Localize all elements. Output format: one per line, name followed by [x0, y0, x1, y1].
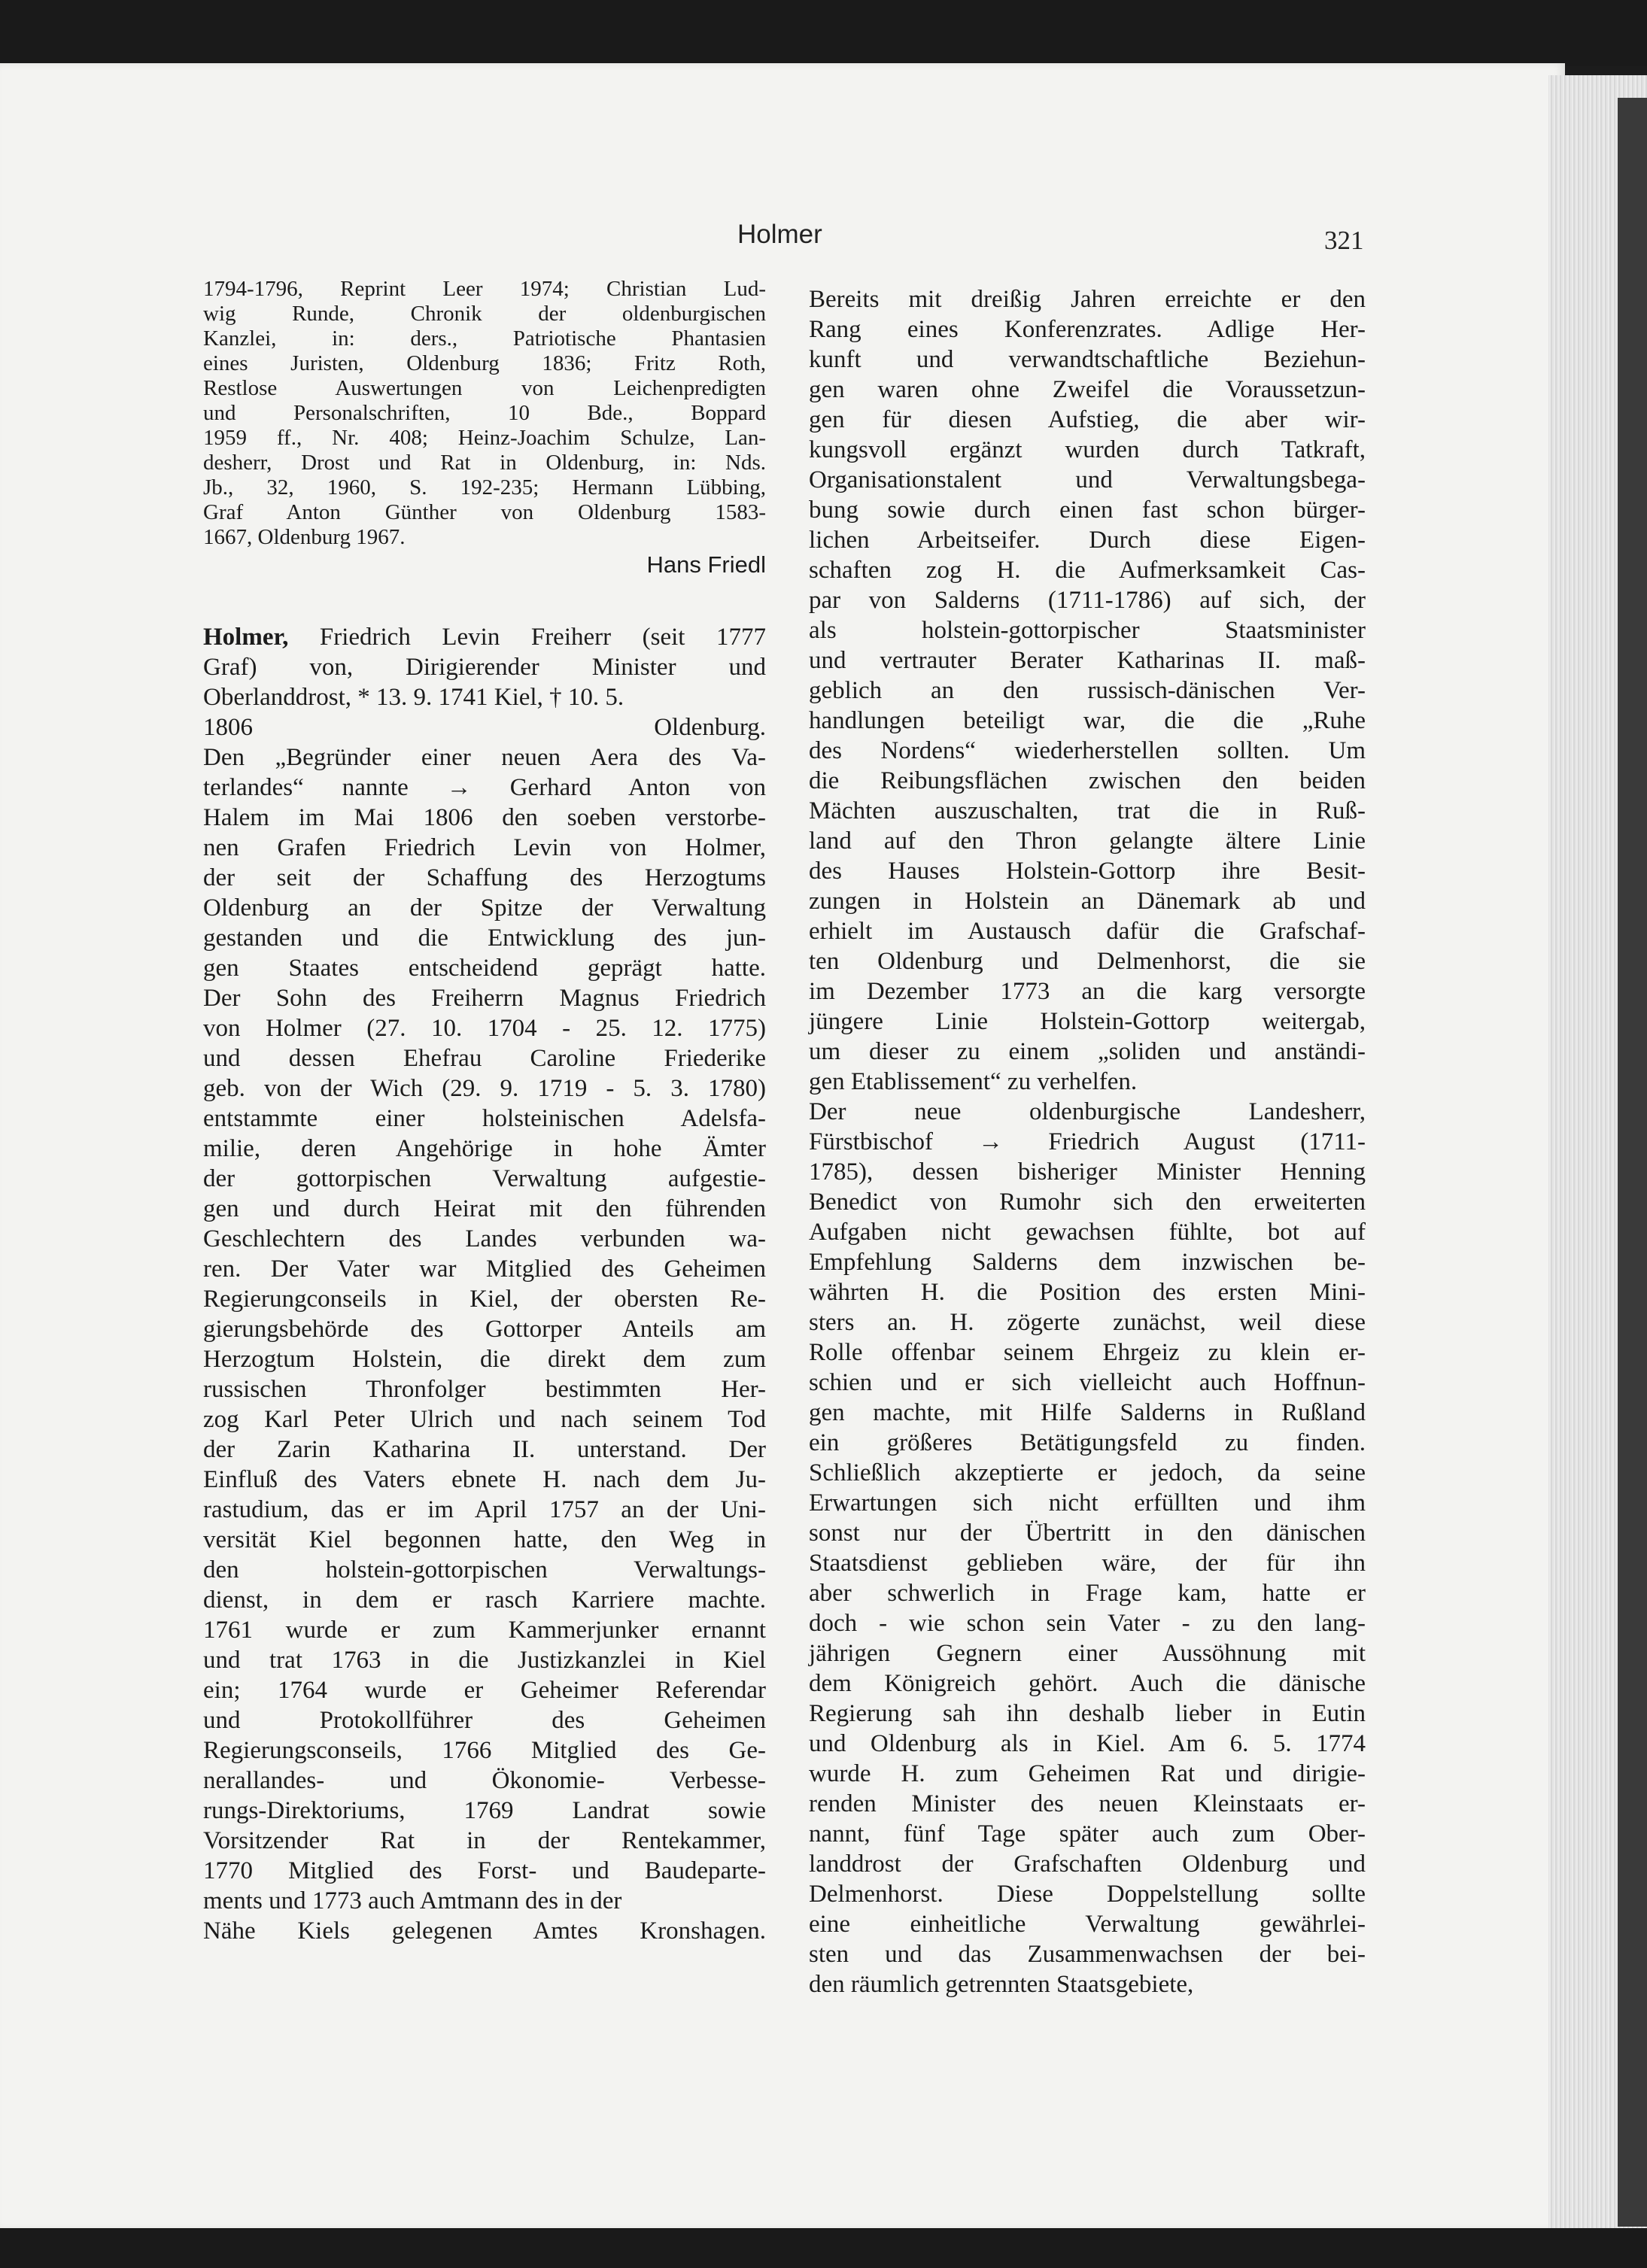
text-line: Regierungconseils in Kiel, der obersten Re-	[203, 1286, 766, 1313]
text-line: Oldenburg an der Spitze der Verwaltung	[203, 894, 766, 921]
text-line: Schließlich akzeptierte er jedoch, da seine	[809, 1459, 1366, 1486]
text-line: entstammte einer holsteinischen Adelsfa-	[203, 1105, 766, 1132]
text-line: nen Grafen Friedrich Levin von Holmer,	[203, 834, 766, 861]
text-line: Geschlechtern des Landes verbunden wa-	[203, 1225, 766, 1252]
text-line: und Protokollführer des Geheimen	[203, 1707, 766, 1734]
text-line: des Hauses Holstein-Gottorp ihre Besit-	[809, 858, 1366, 885]
text-line: wig Runde, Chronik der oldenburgischen	[203, 302, 766, 326]
text-line: eines Juristen, Oldenburg 1836; Fritz Roth,	[203, 351, 766, 375]
text-line: Empfehlung Salderns dem inzwischen be-	[809, 1249, 1366, 1276]
text-line: 1770 Mitglied des Forst- und Baudeparte-	[203, 1857, 766, 1884]
text-line: nerallandes- und Ökonomie- Verbesse-	[203, 1767, 766, 1794]
text-line: gen für diesen Aufstieg, die aber wir-	[809, 406, 1366, 433]
text-line: kungsvoll ergänzt wurden durch Tatkraft,	[809, 436, 1366, 463]
text-line: Herzogtum Holstein, die direkt dem zum	[203, 1346, 766, 1373]
text-line: und Personalschriften, 10 Bde., Boppard	[203, 401, 766, 425]
text-line: und Oldenburg als in Kiel. Am 6. 5. 1774	[809, 1730, 1366, 1757]
entry-spacer	[203, 580, 766, 622]
text-line: 1806 Oldenburg.	[203, 714, 766, 741]
text-line: Rolle offenbar seinem Ehrgeiz zu klein er-	[809, 1339, 1366, 1366]
text-line: Der neue oldenburgische Landesherr,	[809, 1098, 1366, 1125]
text-line: geblich an den russisch-dänischen Ver-	[809, 677, 1366, 704]
text-line: rastudium, das er im April 1757 an der Uni-	[203, 1496, 766, 1523]
text-line: 1761 wurde er zum Kammerjunker ernannt	[203, 1617, 766, 1644]
text-line: des Nordens“ wiederherstellen sollten. Um	[809, 737, 1366, 764]
text-line: versität Kiel begonnen hatte, den Weg in	[203, 1526, 766, 1553]
text-line: der Zarin Katharina II. unterstand. Der	[203, 1436, 766, 1463]
text-line: sters an. H. zögerte zunächst, weil diese	[809, 1309, 1366, 1336]
text-line: Vorsitzender Rat in der Rentekammer,	[203, 1827, 766, 1854]
text-line: terlandes“ nannte → Gerhard Anton von	[203, 774, 766, 801]
text-line: Mächten auszuschalten, trat die in Ruß-	[809, 797, 1366, 824]
text-line: landdrost der Grafschaften Oldenburg und	[809, 1851, 1366, 1878]
text-line: und vertrauter Berater Katharinas II. maß-	[809, 647, 1366, 674]
text-line: Restlose Auswertungen von Leichenpredigten	[203, 376, 766, 400]
text-line: im Dezember 1773 an die karg versorgte	[809, 978, 1366, 1005]
right-body	[809, 284, 1366, 1999]
text-line: aber schwerlich in Frage kam, hatte er	[809, 1580, 1366, 1607]
text-line: Graf) von, Dirigierender Minister und	[203, 654, 766, 681]
text-line: land auf den Thron gelangte ältere Linie	[809, 827, 1366, 855]
text-line: Oberlanddrost, * 13. 9. 1741 Kiel, † 10. 5.	[203, 684, 624, 711]
text-line: ten Oldenburg und Delmenhorst, die sie	[809, 948, 1366, 975]
text-line: der seit der Schaffung des Herzogtums	[203, 864, 766, 891]
text-line: 1785), dessen bisheriger Minister Henning	[809, 1158, 1366, 1186]
text-line: lichen Arbeitseifer. Durch diese Eigen-	[809, 527, 1366, 554]
text-line: desherr, Drost und Rat in Oldenburg, in: Nds.	[203, 451, 766, 475]
text-line: ments und 1773 auch Amtmann des in der	[203, 1887, 622, 1914]
text-line: sonst nur der Übertritt in den dänischen	[809, 1520, 1366, 1547]
text-line: Organisationstalent und Verwaltungsbega-	[809, 466, 1366, 493]
entry-heading-line	[203, 622, 766, 652]
book-cover-edge	[1618, 98, 1647, 2227]
text-line: Kanzlei, in: ders., Patriotische Phantasien	[203, 326, 766, 351]
text-line: zungen in Holstein an Dänemark ab und	[809, 888, 1366, 915]
text-line: gen und durch Heirat mit den führenden	[203, 1195, 766, 1222]
text-line: die Reibungsflächen zwischen den beiden	[809, 767, 1366, 794]
scan-bottom-border	[0, 2228, 1647, 2268]
text-line: milie, deren Angehörige in hohe Ämter	[203, 1135, 766, 1162]
text-line: Aufgaben nicht gewachsen fühlte, bot auf	[809, 1219, 1366, 1246]
text-line: ein größeres Betätigungsfeld zu finden.	[809, 1429, 1366, 1456]
text-line: als holstein-gottorpischer Staatsminister	[809, 617, 1366, 644]
text-line: Einfluß des Vaters ebnete H. nach dem Ju-	[203, 1466, 766, 1493]
text-line: Nähe Kiels gelegenen Amtes Kronshagen.	[203, 1917, 766, 1945]
text-line: handlungen beteiligt war, die die „Ruhe	[809, 707, 1366, 734]
text-line: nannt, fünf Tage später auch zum Ober-	[809, 1820, 1366, 1847]
text-line: von Holmer (27. 10. 1704 - 25. 12. 1775)	[203, 1015, 766, 1042]
text-line: Der Sohn des Freiherrn Magnus Friedrich	[203, 985, 766, 1012]
text-line: schaften zog H. die Aufmerksamkeit Cas-	[809, 557, 1366, 584]
text-line: jährigen Gegnern einer Aussöhnung mit	[809, 1640, 1366, 1667]
text-line: eine einheitliche Verwaltung gewährlei-	[809, 1911, 1366, 1938]
text-line: Regierung sah ihn deshalb lieber in Eutin	[809, 1700, 1366, 1727]
text-line: geb. von der Wich (29. 9. 1719 - 5. 3. 1780)	[203, 1075, 766, 1102]
text-line: bung sowie durch einen fast schon bürger-	[809, 496, 1366, 524]
running-head: Holmer	[737, 220, 822, 249]
text-line: dienst, in dem er rasch Karriere machte.	[203, 1586, 766, 1614]
text-line: währten H. die Position des ersten Mini-	[809, 1279, 1366, 1306]
text-line: erhielt im Austausch dafür die Grafschaf-	[809, 918, 1366, 945]
text-line: gen waren ohne Zweifel die Voraussetzun-	[809, 376, 1366, 403]
text-line: kunft und verwandtschaftliche Beziehun-	[809, 346, 1366, 373]
text-line: Rang eines Konferenzrates. Adlige Her-	[809, 316, 1366, 343]
right-column	[809, 284, 1366, 1999]
entry-name: Holmer,	[203, 624, 289, 651]
text-line: par von Salderns (1711-1786) auf sich, der	[809, 587, 1366, 614]
text-line: Halem im Mai 1806 den soeben verstorbe-	[203, 804, 766, 831]
text-line: jüngere Linie Holstein-Gottorp weitergab,	[809, 1008, 1366, 1035]
author-signature: Hans Friedl	[646, 551, 766, 578]
text-line: Jb., 32, 1960, S. 192-235; Hermann Lübbing,	[203, 475, 766, 499]
text-line: und dessen Ehefrau Caroline Friederike	[203, 1045, 766, 1072]
text-line: um dieser zu einem „soliden und anständi-	[809, 1038, 1366, 1065]
text-line: doch - wie schon sein Vater - zu den lang-	[809, 1610, 1366, 1637]
text-line: Den „Begründer einer neuen Aera des Va-	[203, 744, 766, 771]
text-line: gen machte, mit Hilfe Salderns in Rußland	[809, 1399, 1366, 1426]
text-line: Delmenhorst. Diese Doppelstellung sollte	[809, 1881, 1366, 1908]
text-line: ein; 1764 wurde er Geheimer Referendar	[203, 1677, 766, 1704]
text-line: 1959 ff., Nr. 408; Heinz-Joachim Schulze, Lan-	[203, 426, 766, 450]
text-line: Benedict von Rumohr sich den erweiterten	[809, 1189, 1366, 1216]
text-line: dem Königreich gehört. Auch die dänische	[809, 1670, 1366, 1697]
text-line: Staatsdienst geblieben wäre, der für ihn	[809, 1550, 1366, 1577]
text-line: gen Etablissement“ zu verhelfen.	[809, 1068, 1138, 1095]
text-line: russischen Thronfolger bestimmten Her-	[203, 1376, 766, 1403]
text-line: Graf Anton Günther von Oldenburg 1583-	[203, 500, 766, 524]
page-number: 321	[1324, 226, 1364, 255]
text-line: sten und das Zusammenwachsen der bei-	[809, 1941, 1366, 1968]
text-line: 1667, Oldenburg 1967.	[203, 525, 406, 549]
text-line: schien und er sich vielleicht auch Hoffnun-	[809, 1369, 1366, 1396]
text-line: renden Minister des neuen Kleinstaats er-	[809, 1790, 1366, 1817]
text-line: Regierungsconseils, 1766 Mitglied des Ge-	[203, 1737, 766, 1764]
text-line: 1794-1796, Reprint Leer 1974; Christian Lud-	[203, 277, 766, 301]
text-line: wurde H. zum Geheimen Rat und dirigie-	[809, 1760, 1366, 1787]
scan-top-border	[0, 0, 1647, 66]
text-line: den räumlich getrennten Staatsgebiete,	[809, 1971, 1194, 1998]
text-line: und trat 1763 in die Justizkanzlei in Kiel	[203, 1647, 766, 1674]
text-line: den holstein-gottorpischen Verwaltungs-	[203, 1556, 766, 1583]
text-line: rungs-Direktoriums, 1769 Landrat sowie	[203, 1797, 766, 1824]
text-line: Fürstbischof → Friedrich August (1711-	[809, 1128, 1366, 1155]
text-line: gen Staates entscheidend geprägt hatte.	[203, 955, 766, 982]
entry-body	[203, 652, 766, 1946]
text-line: gierungsbehörde des Gottorper Anteils am	[203, 1316, 766, 1343]
text-line: gestanden und die Entwicklung des jun-	[203, 925, 766, 952]
left-column	[203, 277, 766, 1946]
text-line: der gottorpischen Verwaltung aufgestie-	[203, 1165, 766, 1192]
text-line: Bereits mit dreißig Jahren erreichte er den	[809, 286, 1366, 313]
text-line: Erwartungen sich nicht erfüllten und ihm	[809, 1489, 1366, 1517]
entry-first-line: Friedrich Levin Freiherr (seit 1777	[288, 624, 766, 651]
text-line: ren. Der Vater war Mitglied des Geheimen	[203, 1255, 766, 1283]
references-block	[203, 277, 766, 550]
text-line: zog Karl Peter Ulrich und nach seinem Tod	[203, 1406, 766, 1433]
